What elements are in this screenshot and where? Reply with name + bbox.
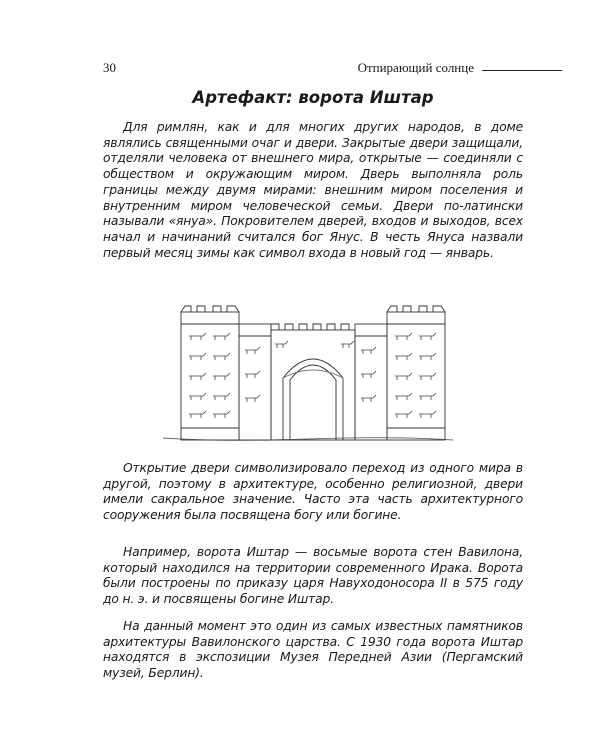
running-title: Отпирающий солнце: [357, 60, 474, 75]
paragraph-1: Для римлян, как и для многих других народов, в доме являлись священными очаг и двери. Закрытые двери защищали, отделяли человека от внешнего мира, открытые — соединяли с обществом и окружающим миром. Дверь выполняла роль границы между двумя мирами: внешним миром поселения и внутренним миром человеческой семьи. Двери по-латински называли «януа». Покровителем дверей, входов и выходов, всех начал и начинаний считался бог Янус. В честь Януса назвали первый месяц зимы как символ входа в новый год — январь.: [103, 120, 523, 260]
article-title: Артефакт: ворота Иштар: [192, 88, 434, 107]
running-header: [358, 60, 562, 76]
paragraph-3: Например, ворота Иштар — восьмые ворота стен Вавилона, который находился на территории современного Ирака. Ворота были построены по приказу царя Навуходоносора II в 575 году до н. э. и посвящены богине Иштар.: [103, 545, 523, 607]
page-number: 30: [103, 60, 116, 75]
header-rule: [482, 70, 562, 71]
paragraph-2: Открытие двери символизировало переход из одного мира в другой, поэтому в архитектуре, особенно религиозной, двери имели сакральное значение. Часто эта часть архитектурного сооружения была посвящена богу или богине.: [103, 461, 523, 523]
ishtar-gate-illustration: [163, 300, 453, 452]
paragraph-4: На данный момент это один из самых известных памятников архитектуры Вавилонского царства. С 1930 года ворота Иштар находятся в экспозиции Музея Передней Азии (Пергамский музей, Берлин).: [103, 619, 523, 681]
